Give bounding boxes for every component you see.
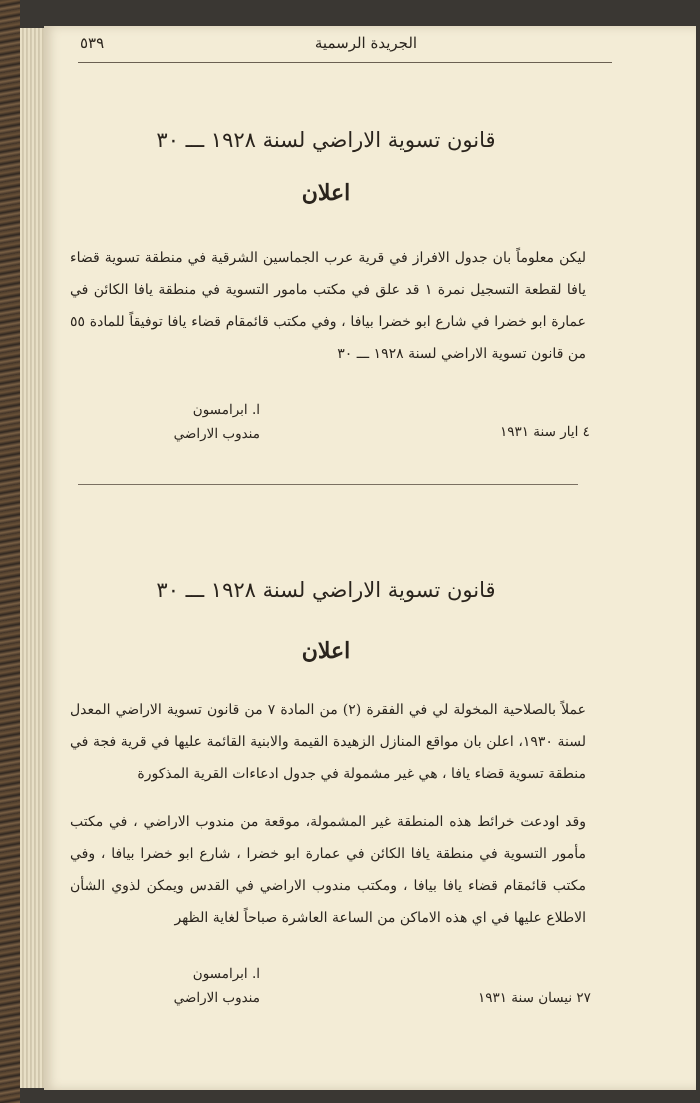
gazette-name: الجريدة الرسمية <box>314 34 418 52</box>
notice-2-signature <box>150 962 260 1010</box>
section-divider <box>78 484 578 485</box>
notice-1-body <box>70 242 586 370</box>
notice-1-date: ٤ ايار سنة ١٩٣١ <box>500 424 590 440</box>
notice-2-date: ٢٧ نيسان سنة ١٩٣١ <box>478 990 591 1006</box>
notice-1-paragraph: ليكن معلوماً بان جدول الافراز في قرية عرب الجماسين الشرقية في منطقة تسوية قضاء يافا لقطعة التسجيل نمرة ١ قد علق في مكتب مامور التسوية في منطقة يافا الكائن في عمارة ابو خضرا في شارع ابو خضرا بيافا ، وفي مكتب قائمقام قضاء يافا توفيقاً للمادة ٥٥ من قانون تسوية الاراضي لسنة ١٩٢٨ ـــ ٣٠ <box>70 250 587 362</box>
book-spine <box>0 0 20 1103</box>
page-header <box>80 34 652 64</box>
notice-2-signatory-name: ا. ابرامسون <box>192 966 260 982</box>
page-number: ٥٣٩ <box>80 34 105 52</box>
notice-2-paragraph-2: وقد اودعت خرائط هذه المنطقة غير المشمولة، موقعة من مندوب الاراضي ، في مكتب مأمور التسوية في منطقة يافا الكائن في عمارة ابو خضرا ، شارع ابو خضرا بيافا ، وفي مكتب قائمقام قضاء يافا بيافا ، ومكتب مندوب الاراضي في القدس ويمكن لذوي الشأن الاطلاع عليها في اي هذه الاماكن من الساعة العاشرة صباحاً لغاية الظهر <box>70 814 586 926</box>
notice-2-body <box>70 694 586 790</box>
notice-1-signatory-name: ا. ابرامسون <box>192 402 260 418</box>
notice-1-signatory-title: مندوب الاراضي <box>173 426 260 442</box>
notice-2-signatory-title: مندوب الاراضي <box>173 990 260 1006</box>
notice-2-subtitle: اعلان <box>301 638 351 664</box>
notice-1-title: قانون تسوية الاراضي لسنة ١٩٢٨ ـــ ٣٠ <box>156 128 496 152</box>
notice-2-paragraph-1: عملاً بالصلاحية المخولة لي في الفقرة (٢) من المادة ٧ من قانون تسوية الاراضي المعدل لسنة ١٩٣٠، اعلن بان مواقع المنازل الزهيدة القيمة والابنية القائمة عليها في قرية فجة في منطقة تسوية قضاء يافا ، هي غير مشمولة في جدول ادعاءات القرية المذكورة <box>70 702 586 782</box>
notice-1-signature <box>150 398 260 446</box>
notice-2-body-cont <box>70 806 586 934</box>
notice-1-subtitle: اعلان <box>301 180 351 206</box>
header-rule <box>78 62 612 63</box>
notice-2-title: قانون تسوية الاراضي لسنة ١٩٢٨ ـــ ٣٠ <box>156 578 496 602</box>
